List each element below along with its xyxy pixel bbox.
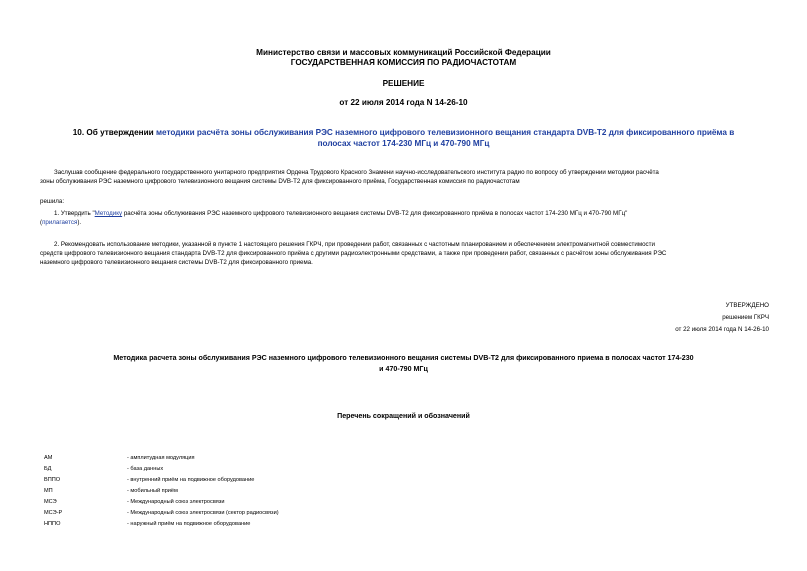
abbreviation-definition: - внутренний приём на подвижное оборудование (127, 477, 255, 483)
point-2-line-1: 2. Рекомендовать использование методики, указанной в пункте 1 настоящего решения ГКРЧ, при проведении работ, связанных с частотным планированием и обеспечением электромагнитной совместимости (54, 241, 655, 248)
attached-open: ( (40, 219, 43, 226)
abbreviation-term: МСЭ-Р (44, 510, 63, 516)
abbreviation-row (40, 488, 740, 497)
commission-name: ГОСУДАРСТВЕННАЯ КОМИССИЯ ПО РАДИОЧАСТОТАМ (290, 58, 517, 67)
abbreviation-term: МСЭ (44, 499, 57, 505)
abbreviation-definition: - Международный союз электросвязи (127, 499, 225, 505)
abbreviation-term: НППО (44, 521, 61, 527)
method-title-line-1: Методика расчета зоны обслуживания РЭС наземного цифрового телевизионного вещания системы DVB-T2 для фиксированного приема в полосах частот 174-230 (113, 354, 694, 362)
abbreviation-definition: - амплитудная модуляция (127, 455, 195, 461)
approved-label: УТВЕРЖДЕНО (725, 302, 769, 309)
abbreviation-row (40, 477, 740, 486)
abbreviation-term: ВППО (44, 477, 61, 483)
resolved-label: решила: (40, 198, 65, 205)
point-2-line-2: средств цифрового телевизионного вещания стандарта DVB-T2 для фиксированного приёма с другими радиоэлектронными средствами, а также при проведении работ, связанных с расчётом зоны обслуживания РЭС (40, 250, 667, 257)
approval-date: от 22 июля 2014 года N 14-26-10 (675, 326, 769, 333)
abbreviation-row (40, 521, 740, 530)
decision-date: от 22 июля 2014 года N 14-26-10 (339, 98, 468, 107)
point-1-rest: расчёта зоны обслуживания РЭС наземного цифрового телевизионного вещания системы DVB-T2 для фиксированного приёма в полосах частот 174-230 МГц и 470-790 МГц" (122, 210, 628, 217)
approved-by: решением ГКРЧ (722, 314, 769, 321)
abbreviation-row (40, 510, 740, 519)
intro-line-1: Заслушав сообщение федерального государственного унитарного предприятия Ордена Трудового Красного Знамени научно-исследовательского института радио по вопросу об утверждении методики расчёта (54, 169, 659, 176)
method-title (0, 353, 807, 375)
abbreviation-definition: - мобильный приём (127, 488, 178, 494)
intro-line-2: зоны обслуживания РЭС наземного цифрового телевизионного вещания системы DVB-T2 для фиксированного приёма, Государственная комиссия по радиочастотам (40, 178, 520, 185)
methodology-title-link-cont[interactable]: полосах частот 174-230 МГц и 470-790 МГц (317, 139, 490, 148)
abbreviation-term: МП (44, 488, 53, 494)
point-1-start: 1. Утвердить " (54, 210, 95, 217)
methodology-link[interactable]: Методику (94, 210, 123, 217)
item-title-prefix: 10. Об утверждении (72, 128, 156, 137)
point-2-line-3: наземного цифрового телевизионного вещания системы DVB-T2 для фиксированного приема. (40, 259, 313, 266)
abbreviation-row (40, 455, 740, 464)
methodology-title-link[interactable]: методики расчёта зоны обслуживания РЭС наземного цифрового телевизионного вещания стандарта DVB-T2 для фиксированного приёма в (155, 128, 735, 137)
item-title (0, 127, 807, 149)
intro-paragraph (40, 168, 768, 186)
decision-heading: РЕШЕНИЕ (382, 79, 425, 88)
abbreviation-definition: - база данных (127, 466, 164, 472)
abbreviation-row (40, 499, 740, 508)
ministry-name: Министерство связи и массовых коммуникаций Российской Федерации (256, 48, 551, 57)
approval-block (675, 301, 769, 334)
abbreviation-row (40, 466, 740, 475)
abbreviations-title: Перечень сокращений и обозначений (337, 412, 470, 420)
attached-link[interactable]: прилагается (42, 219, 78, 226)
abbreviation-definition: - Международный союз электросвязи (сектор радиосвязи) (127, 510, 279, 516)
abbreviation-term: АМ (44, 455, 53, 461)
method-title-line-2: и 470-790 МГц (379, 365, 428, 373)
abbreviation-term: БД (44, 466, 52, 472)
abbreviation-definition: - наружный приём на подвижное оборудование (127, 521, 251, 527)
point-2 (40, 240, 768, 267)
attached-close: ). (77, 219, 82, 226)
point-1 (40, 209, 768, 227)
